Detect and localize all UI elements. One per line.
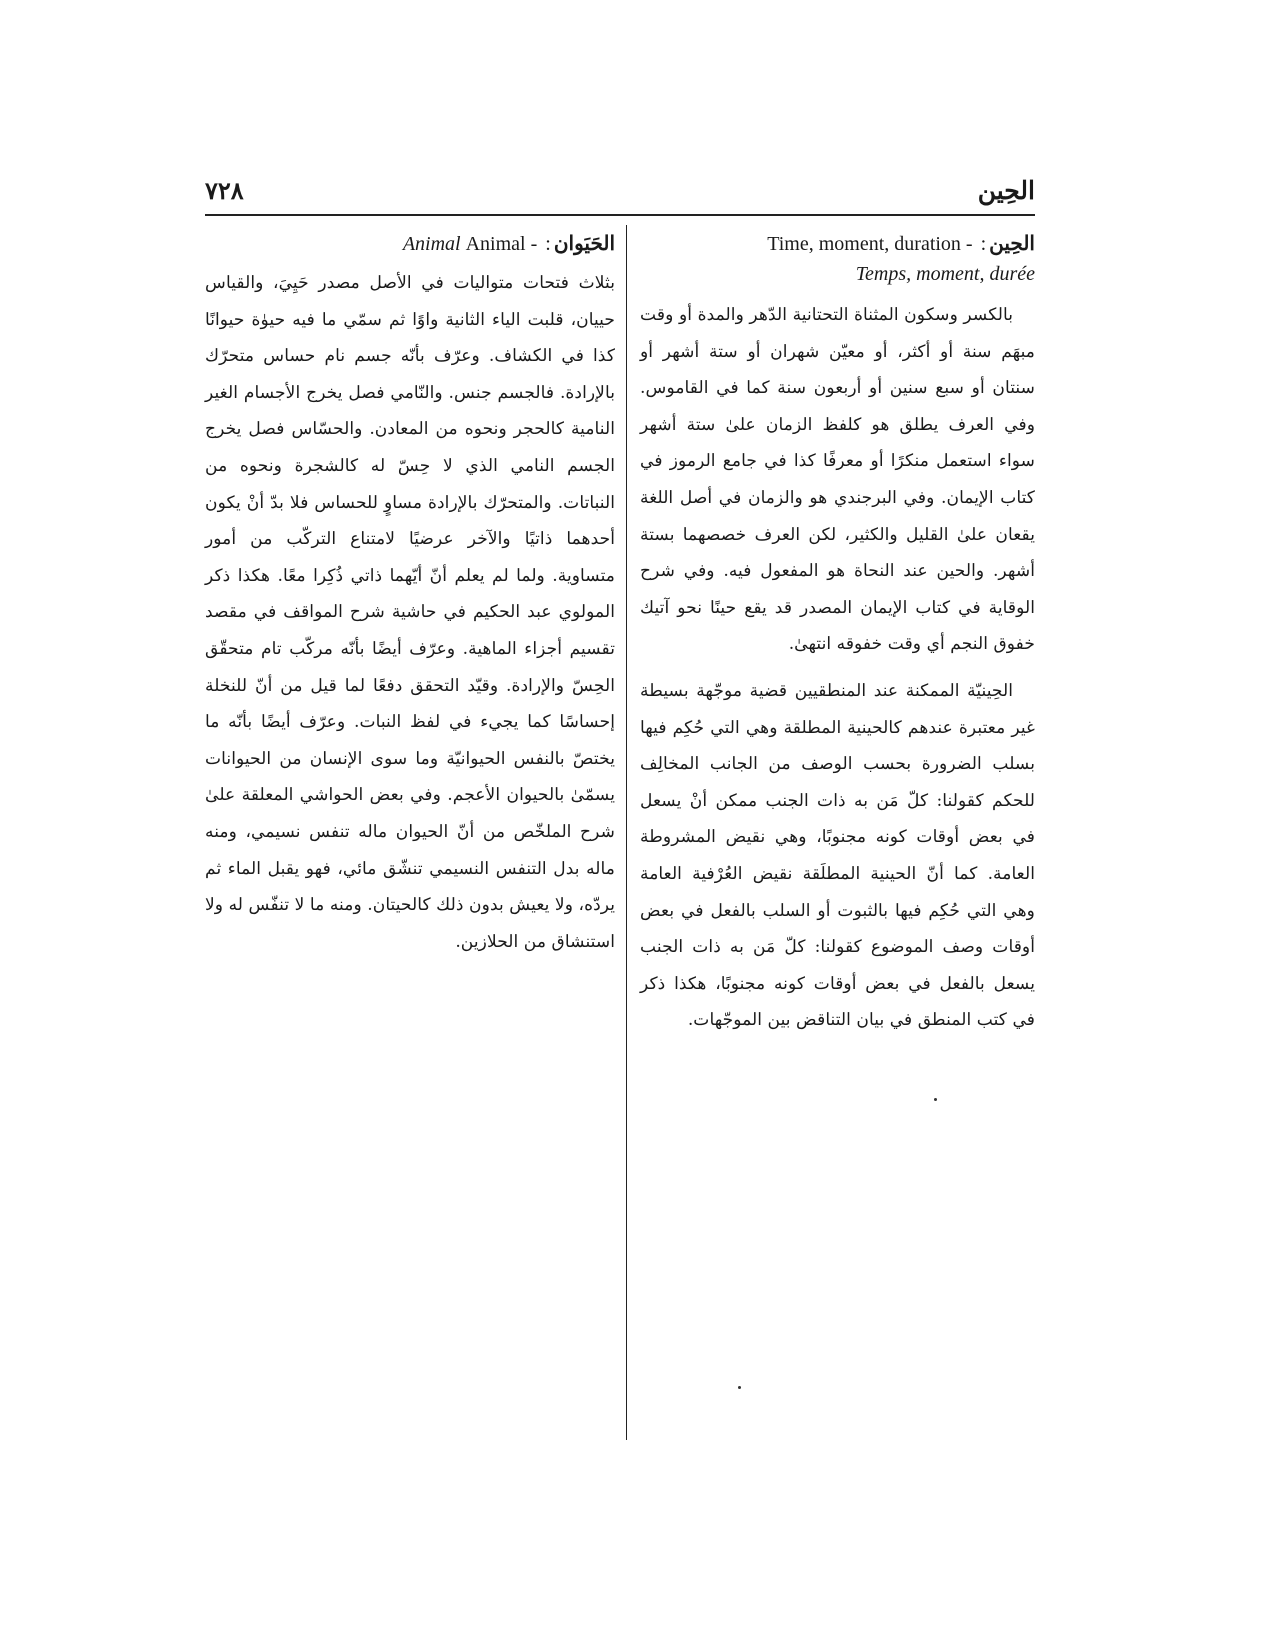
page-number: ٧٢٨: [205, 176, 244, 205]
entry-hin-paragraph-2: الحِينيّة الممكنة عند المنطقيين قضية موجّهة بسيطة غير معتبرة عندهم كالحينية المطلقة وهي التي حُكِم فيها بسلب الضرورة بحسب الوصف من الجانب المخالِف للحكم كقولنا: كلّ مَن به ذات الجنب ممكن أنْ يسعل في بعض أوقات كونه مجنوبًا، وهي نقيض المشروطة العامة. كما أنّ الحينية المطلَقة نقيض العُرْفية العامة وهي التي حُكِم فيها بالثبوت أو السلب بالفعل في بعض أوقات وصف الموضوع كقولنا: كلّ مَن به ذات الجنب يسعل بالفعل في بعض أوقات كونه مجنوبًا، هكذا ذكر في كتب المنطق في بيان التناقض بين الموجّهات.: [640, 680, 1035, 1031]
running-head-title: الحِين: [977, 176, 1035, 205]
entry-hayawan: [205, 228, 615, 960]
entry-hin-french: Temps, moment, durée: [855, 263, 1035, 285]
entry-hin-paragraph-1: بالكسر وسكون المثناة التحتانية الدّهر والمدة أو وقت مبهَم سنة أو أكثر، أو معيّن شهران أو ستة أشهر أو سنتان أو سبع سنين أو أربعون سنة كما في القاموس. وفي العرف يطلق هو كلفظ الزمان علىٰ ستة أشهر سواء استعمل منكرًا أو معرفًا كذا في جامع الرموز في كتاب الإيمان. وفي البرجندي هو والزمان في أصل اللغة يقعان علىٰ القليل والكثير، لكن العرف خصصهما بستة أشهر. والحين عند النحاة هو المفعول فيه. وفي شرح الوقاية في كتاب الإيمان المصدر قد يقع حينًا نحو آتيك خفوق النجم أي وقت خفوقه انتهىٰ.: [640, 305, 1035, 655]
entry-hayawan-headword: الحَيَوان: [553, 231, 615, 255]
column-divider: [626, 225, 627, 1440]
entry-hayawan-english: Animal -: [465, 233, 538, 255]
header-rule: [205, 214, 1035, 216]
entry-hayawan-heading: الحَيَوان: Animal - Animal: [402, 231, 615, 255]
entry-hayawan-french: Animal: [402, 233, 461, 255]
entry-hin: [640, 228, 1035, 1039]
running-head: [205, 176, 1035, 216]
scan-speck: [934, 1098, 937, 1101]
entry-hin-heading: الحِين: Time, moment, duration -: [767, 231, 1035, 255]
scan-speck: [738, 1386, 741, 1389]
entry-hin-headword: الحِين: [989, 231, 1035, 255]
entry-hin-english: Time, moment, duration -: [767, 233, 973, 255]
entry-hayawan-paragraph: بثلاث فتحات متواليات في الأصل مصدر حَيِيَ، والقياس حييان، قلبت الياء الثانية واوًا ثم سمّي ما فيه حيوٰة حيوانًا كذا في الكشاف. وعرّف بأنّه جسم نام حساس متحرّك بالإرادة. فالجسم جنس. والنّامي فصل يخرج الأجسام الغير النامية كالحجر ونحوه من المعادن. والحسّاس فصل يخرج الجسم النامي الذي لا حِسّ له كالشجرة ونحوه من النباتات. والمتحرّك بالإرادة مساوٍ للحساس فلا بدّ أنْ يكون أحدهما ذاتيًا والآخر عرضيًا لامتناع التركّب من أمور متساوية. ولما لم يعلم أنّ أيّهما ذاتي ذُكِرا معًا. هكذا ذكر المولوي عبد الحكيم في حاشية شرح المواقف في مقصد تقسيم أجزاء الماهية. وعرّف أيضًا بأنّه مركّب تام متحقّق الحِسّ والإرادة. وقيّد التحقق دفعًا لما قيل من أنّ للنخلة إحساسًا كما يجيء في لفظ النبات. وعرّف أيضًا بأنّه ما يختصّ بالنفس الحيوانيّة وما سوى الإنسان من الحيوانات يسمّىٰ بالحيوان الأعجم. وفي بعض الحواشي المعلقة علىٰ شرح الملخّص من أنّ الحيوان ماله تنفس نسيمي، ومنه ماله بدل التنفس النسيمي تنشّق مائي، فهو يقبل الماء ثم يردّه، ولا يعيش بدون ذلك كالحيتان. ومنه ما لا تنفّس له ولا استنشاق من الحلازين.: [205, 273, 615, 952]
